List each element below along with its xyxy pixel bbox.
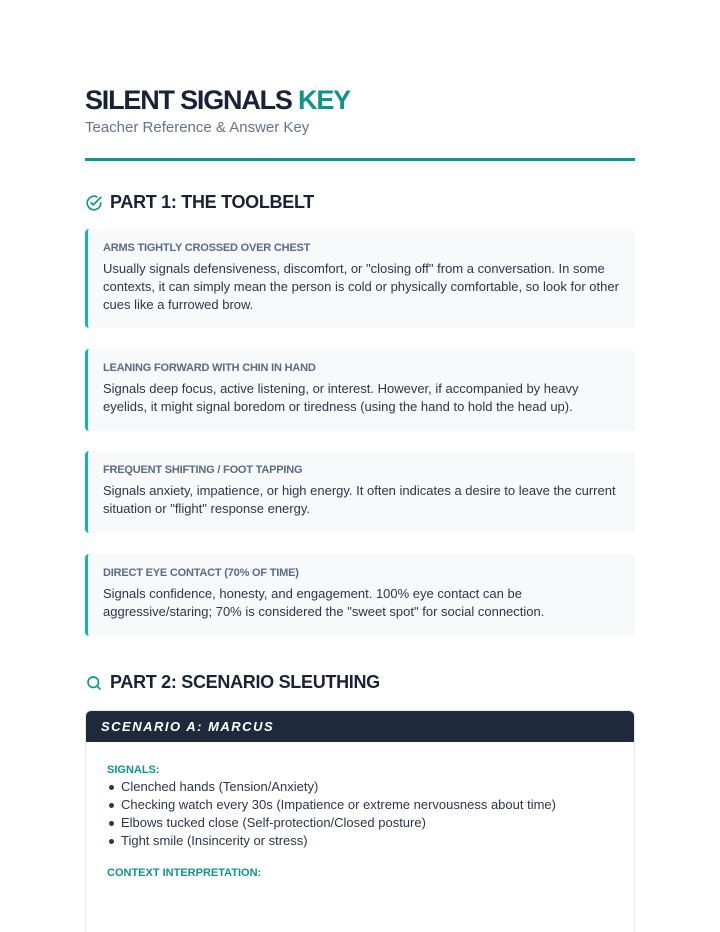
title-main: SILENT SIGNALS [85,85,292,115]
context-interpretation-label: CONTEXT INTERPRETATION: [107,867,262,879]
signals-list [107,778,614,850]
cue-label: FREQUENT SHIFTING / FOOT TAPPING [103,464,303,476]
part1-heading-label: PART 1: THE TOOLBELT [110,192,314,212]
cue-text: Usually signals defensiveness, discomfort, or "closing off" from a conversation. In some contexts, it can simply mean the person is cold or physically comfortable, so look for other cues like a furrowed brow. [103,261,619,312]
scenario-card-marcus [85,710,635,932]
cue-card-arms-crossed [85,229,635,328]
check-circle-icon [85,194,103,212]
cue-text: Signals confidence, honesty, and engagement. 100% eye contact can be aggressive/staring; 70% is considered the "sweet spot" for social connection. [103,586,545,619]
list-item: Checking watch every 30s (Impatience or extreme nervousness about time) [121,796,614,814]
list-item: Tight smile (Insincerity or stress) [121,832,614,850]
cue-card-leaning-forward [85,349,635,431]
scenario-title: SCENARIO A: MARCUS [86,711,634,742]
cue-label: LEANING FORWARD WITH CHIN IN HAND [103,362,316,374]
part2-heading [85,672,380,693]
cue-card-eye-contact [85,554,635,636]
cue-card-foot-tapping [85,451,635,533]
part2-heading-label: PART 2: SCENARIO SLEUTHING [110,672,380,692]
cue-text: Signals deep focus, active listening, or interest. However, if accompanied by heavy eyelids, it might signal boredom or tiredness (using the hand to hold the head up). [103,381,579,414]
header-divider [85,158,635,161]
signals-label: SIGNALS: [107,764,160,776]
title-accent: KEY [298,85,350,115]
list-item: Clenched hands (Tension/Anxiety) [121,778,614,796]
cue-text: Signals anxiety, impatience, or high energy. It often indicates a desire to leave the current situation or "flight" response energy. [103,483,616,516]
search-icon [85,674,103,692]
document-subtitle: Teacher Reference & Answer Key [85,119,310,136]
scenario-body [86,742,634,881]
part1-heading [85,192,314,213]
document-title [85,84,350,116]
cue-label: DIRECT EYE CONTACT (70% OF TIME) [103,567,299,579]
list-item: Elbows tucked close (Self-protection/Closed posture) [121,814,614,832]
cue-label: ARMS TIGHTLY CROSSED OVER CHEST [103,242,311,254]
